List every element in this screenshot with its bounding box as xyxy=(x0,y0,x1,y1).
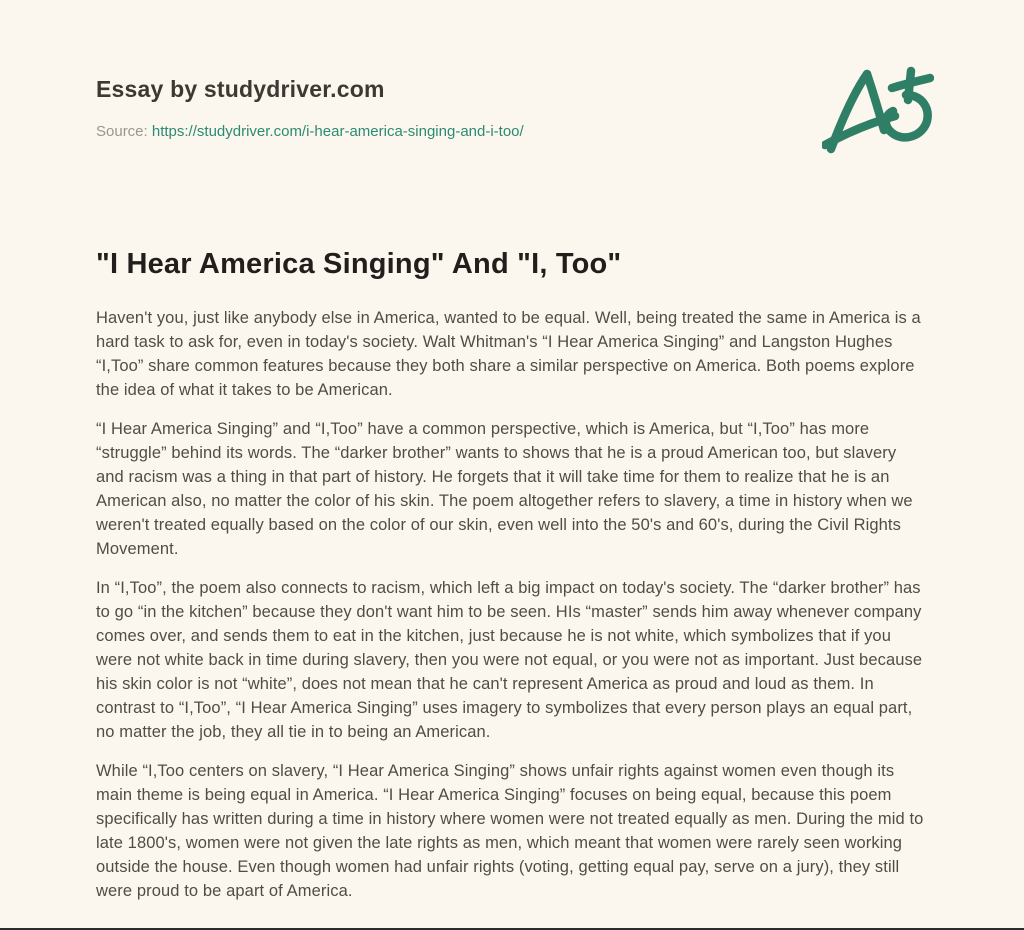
source-label: Source: xyxy=(96,123,148,140)
article-body xyxy=(96,306,928,903)
paragraph-2: “I Hear America Singing” and “I,Too” have a common perspective, which is America, but “I,Too” has more “struggle” behind its words. The “darker brother” wants to shows that he is a proud American too, but slavery and racism was a thing in that part of history. He forgets that it will take time for them to realize that he is an American also, no matter the color of his skin. The poem altogether refers to slavery, a time in history when we weren't treated equally based on the color of our skin, even well into the 50's and 60's, during the Civil Rights Movement. xyxy=(96,420,913,558)
a-plus-logo-icon xyxy=(822,66,934,166)
article-title: "I Hear America Singing" And "I, Too" xyxy=(96,248,622,280)
source-link[interactable]: https://studydriver.com/i-hear-america-singing-and-i-too/ xyxy=(151,123,524,140)
paragraph-1: Haven't you, just like anybody else in America, wanted to be equal. Well, being treated the same in America is a hard task to ask for, even in today's society. Walt Whitman's “I Hear America Singing” and Langston Hughes “I,Too” share common features because they both share a similar perspective on America. Both poems explore the idea of what it takes to be American. xyxy=(96,309,921,399)
paragraph-4: While “I,Too centers on slavery, “I Hear America Singing” shows unfair rights against women even though its main theme is being equal in America. “I Hear America Singing” focuses on being equal, because this poem specifically has written during a time in history where women were not treated equally as men. During the mid to late 1800's, women were not given the late rights as men, which meant that women were rarely seen working outside the house. Even though women had unfair rights (voting, getting equal pay, serve on a jury), they still were proud to be apart of America. xyxy=(96,762,924,900)
page-header-byline: Essay by studydriver.com xyxy=(96,76,385,102)
paragraph-3: In “I,Too”, the poem also connects to racism, which left a big impact on today's society. The “darker brother” has to go “in the kitchen” because they don't want him to be seen. HIs “master” sends him away whenever company comes over, and sends them to eat in the kitchen, just because he is not white, which symbolizes that if you were not white back in time during slavery, then you were not equal, or you were not as important. Just because his skin color is not “white”, does not mean that he can't represent America as proud and loud as them. In contrast to “I,Too”, “I Hear America Singing” uses imagery to symbolizes that every person plays an equal part, no matter the job, they all tie in to being an American. xyxy=(96,579,923,741)
source-line xyxy=(96,123,928,140)
